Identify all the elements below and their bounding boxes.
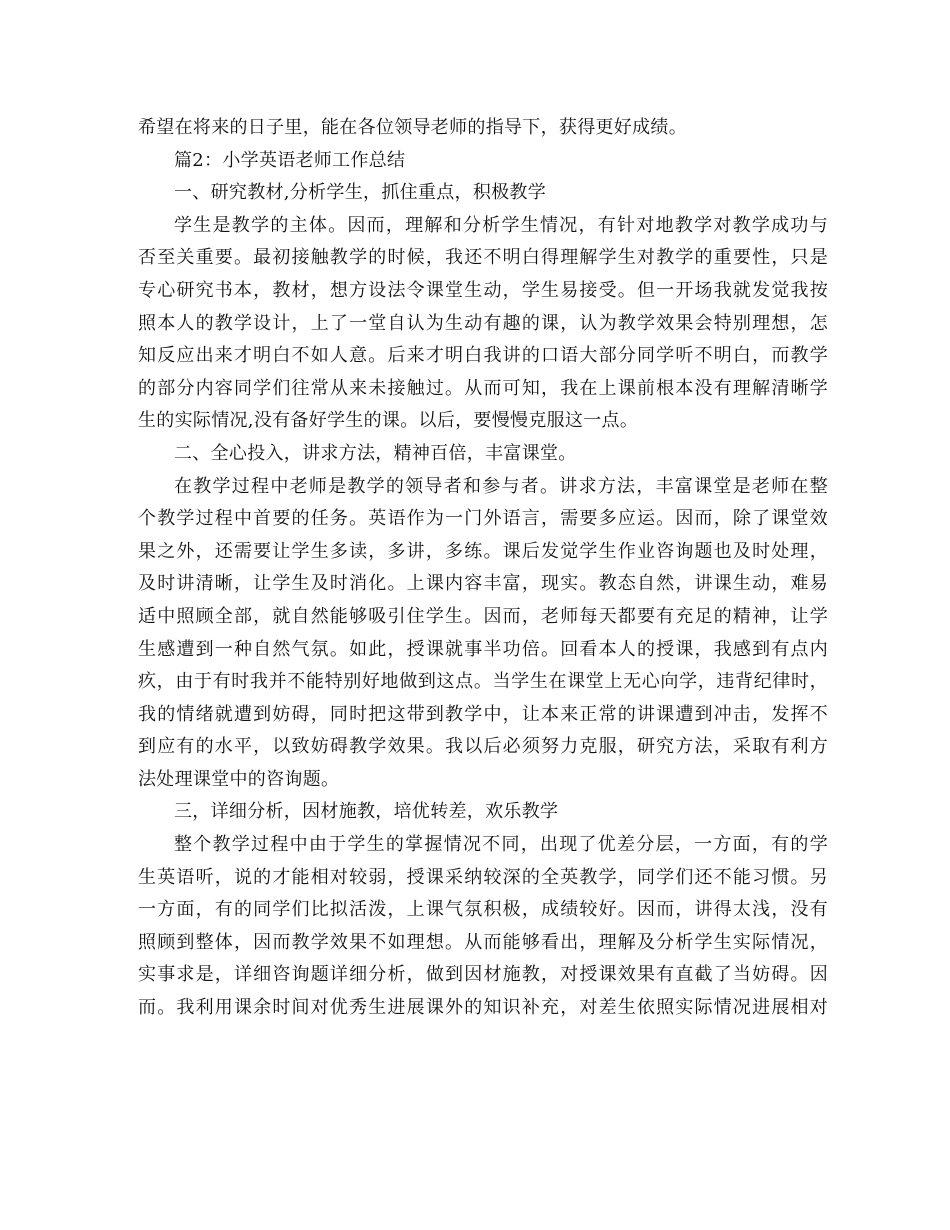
text-line: 到应有的水平，以致妨碍教学效果。我以后必须努力克服，研究方法，采取有利方 xyxy=(138,736,828,758)
text-line: 个教学过程中首要的任务。英语作为一门外语言，需要多应运。因而，除了课堂效 xyxy=(138,508,828,530)
text-line: 生感遭到一种自然气氛。如此，授课就事半功倍。回看本人的授课，我感到有点内 xyxy=(138,638,828,660)
document-body xyxy=(138,112,828,1025)
text-line: 生的实际情况,没有备好学生的课。以后，要慢慢克服这一点。 xyxy=(138,410,639,432)
text-line: 知反应出来才明白不如人意。后来才明白我讲的口语大部分同学听不明白，而教学 xyxy=(138,345,828,367)
text-line: 一、研究教材,分析学生，抓住重点，积极教学 xyxy=(174,182,547,204)
text-line: 照本人的教学设计，上了一堂自认为生动有趣的课，认为教学效果会特别理想，怎 xyxy=(138,312,828,334)
text-line: 希望在将来的日子里，能在各位领导老师的指导下，获得更好成绩。 xyxy=(138,117,687,138)
text-line: 生英语听，说的才能相对较弱，授课采纳较深的全英教学，同学们还不能习惯。另 xyxy=(138,866,828,888)
text-line: 照顾到整体，因而教学效果不如理想。从而能够看出，理解及分析学生实际情况， xyxy=(138,931,828,953)
text-line: 专心研究书本，教材，想方设法令课堂生动，学生易接受。但一开场我就发觉我按 xyxy=(138,279,828,301)
text-line: 否至关重要。最初接触教学的时候，我还不明白得理解学生对教学的重要性，只是 xyxy=(138,247,828,269)
text-line: 篇2：小学英语老师工作总结 xyxy=(174,149,406,171)
text-line: 我的情绪就遭到妨碍，同时把这带到教学中，让本来正常的讲课遭到冲击，发挥不 xyxy=(138,703,828,725)
text-line: 及时讲清晰，让学生及时消化。上课内容丰富，现实。教态自然，讲课生动，难易 xyxy=(138,573,828,595)
text-line: 果之外，还需要让学生多读，多讲，多练。课后发觉学生作业咨询题也及时处理， xyxy=(138,540,828,562)
text-line: 整个教学过程中由于学生的掌握情况不同，出现了优差分层，一方面，有的学 xyxy=(174,834,828,856)
text-line: 而。我利用课余时间对优秀生进展课外的知识补充，对差生依照实际情况进展相对 xyxy=(138,997,828,1019)
text-line: 疚，由于有时我并不能特别好地做到这点。当学生在课堂上无心向学，违背纪律时， xyxy=(138,671,828,693)
text-line: 二、全心投入，讲求方法，精神百倍，丰富课堂。 xyxy=(174,442,577,464)
text-line: 一方面，有的同学们比拟活泼，上课气氛积极，成绩较好。因而，讲得太浅，没有 xyxy=(138,899,828,921)
text-line: 适中照顾全部，就自然能够吸引住学生。因而，老师每天都要有充足的精神，让学 xyxy=(138,605,828,627)
text-line: 在教学过程中老师是教学的领导者和参与者。讲求方法，丰富课堂是老师在整 xyxy=(174,475,828,497)
text-line: 学生是教学的主体。因而，理解和分析学生情况，有针对地教学对教学成功与 xyxy=(174,214,828,236)
text-line: 的部分内容同学们往常从来未接触过。从而可知，我在上课前根本没有理解清晰学 xyxy=(138,377,828,399)
text-line: 实事求是，详细咨询题详细分析，做到因材施教，对授课效果有直截了当妨碍。因 xyxy=(138,964,828,986)
text-line: 法处理课堂中的咨询题。 xyxy=(138,768,340,790)
text-line: 三，详细分析，因材施教，培优转差，欢乐教学 xyxy=(174,801,559,823)
